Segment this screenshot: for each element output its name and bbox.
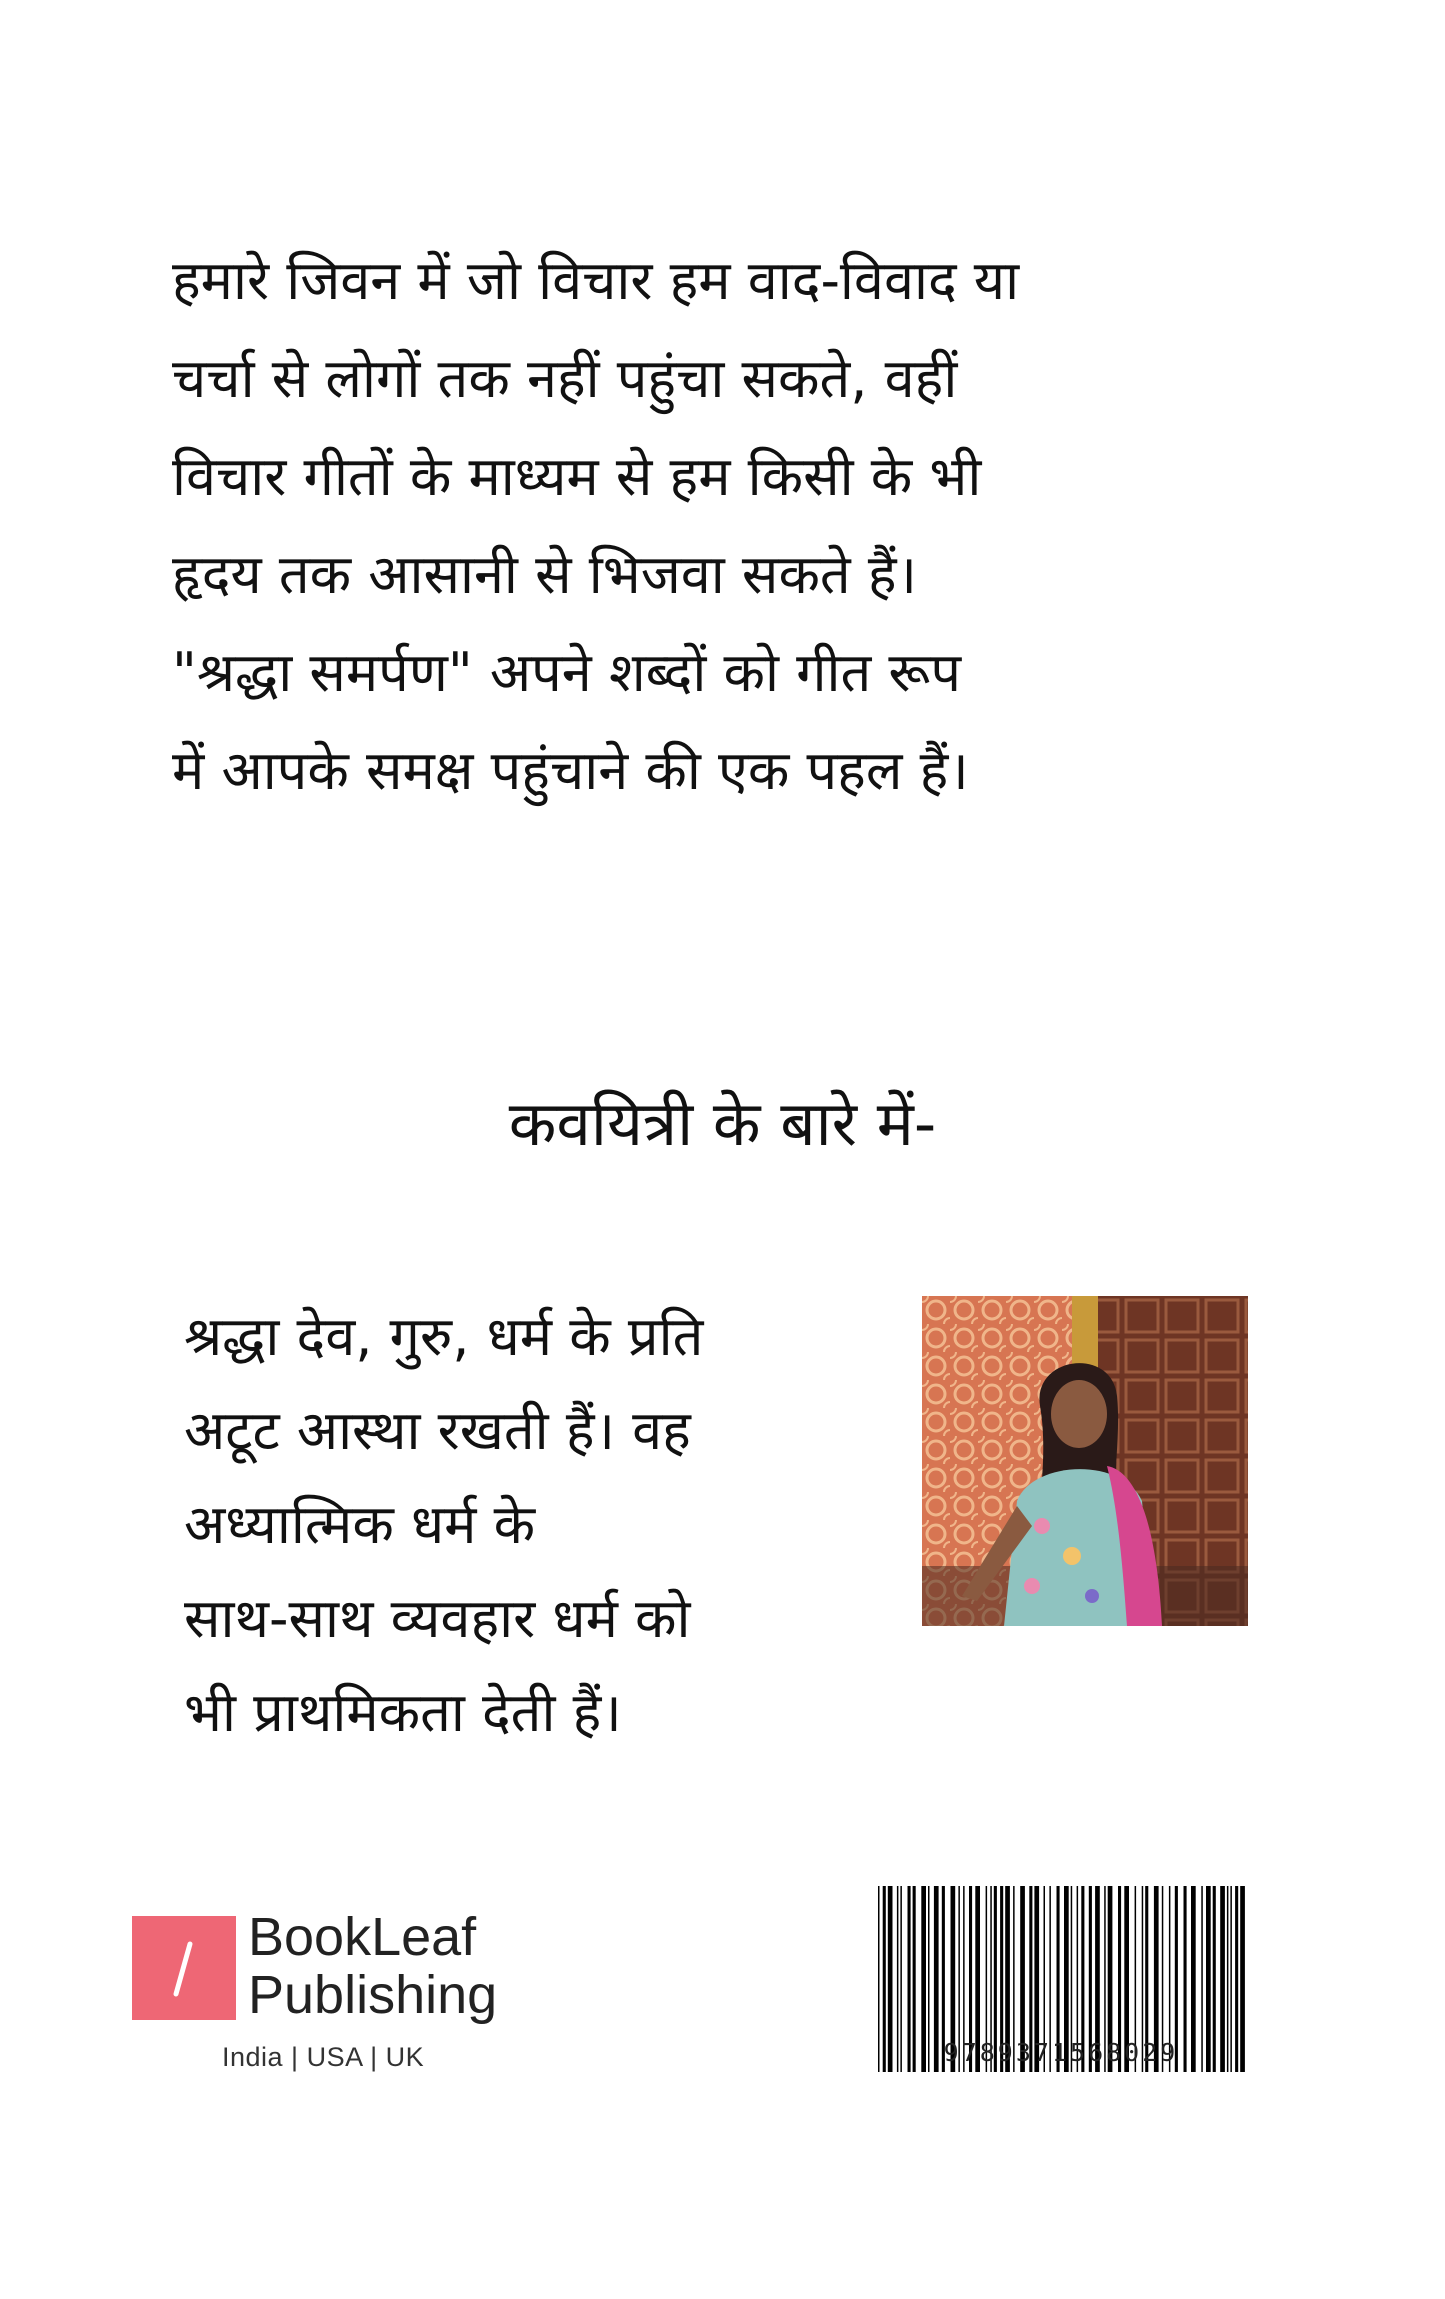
publisher-name-line2: Publishing [248,1965,498,2025]
bio-line: अटूट आस्था रखती हैं। वह [184,1399,691,1462]
bio-line: श्रद्धा देव, गुरु, धर्म के प्रति [184,1305,704,1368]
author-photo [922,1296,1248,1626]
blurb-text [172,232,1292,820]
publisher-name [248,1908,497,2024]
publisher-name-line1: BookLeaf [248,1907,477,1967]
blurb-line: हमारे जिवन में जो विचार हम वाद-विवाद या [172,249,1020,312]
bio-line: साथ-साथ व्यवहार धर्म को [184,1587,691,1650]
bio-line: अध्यात्मिक धर्म के [184,1493,536,1556]
blurb-line: में आपके समक्ष पहुंचाने की एक पहल हैं। [172,739,969,802]
author-bio [184,1290,904,1760]
about-author-heading: कवयित्री के बारे में- [508,1087,937,1160]
slash-logo-icon [132,1916,236,2020]
publisher-regions: India | USA | UK [222,2042,425,2072]
blurb-line: "श्रद्धा समर्पण" अपने शब्दों को गीत रूप [172,641,962,704]
blurb-line: चर्चा से लोगों तक नहीं पहुंचा सकते, वहीं [172,347,958,410]
bio-line: भी प्राथमिकता देती हैं। [184,1681,622,1744]
blurb-line: विचार गीतों के माध्यम से हम किसी के भी [172,445,982,508]
isbn-number: 9789371568029 [943,2038,1179,2067]
blurb-line: हृदय तक आसानी से भिजवा सकते हैं। [172,543,917,606]
